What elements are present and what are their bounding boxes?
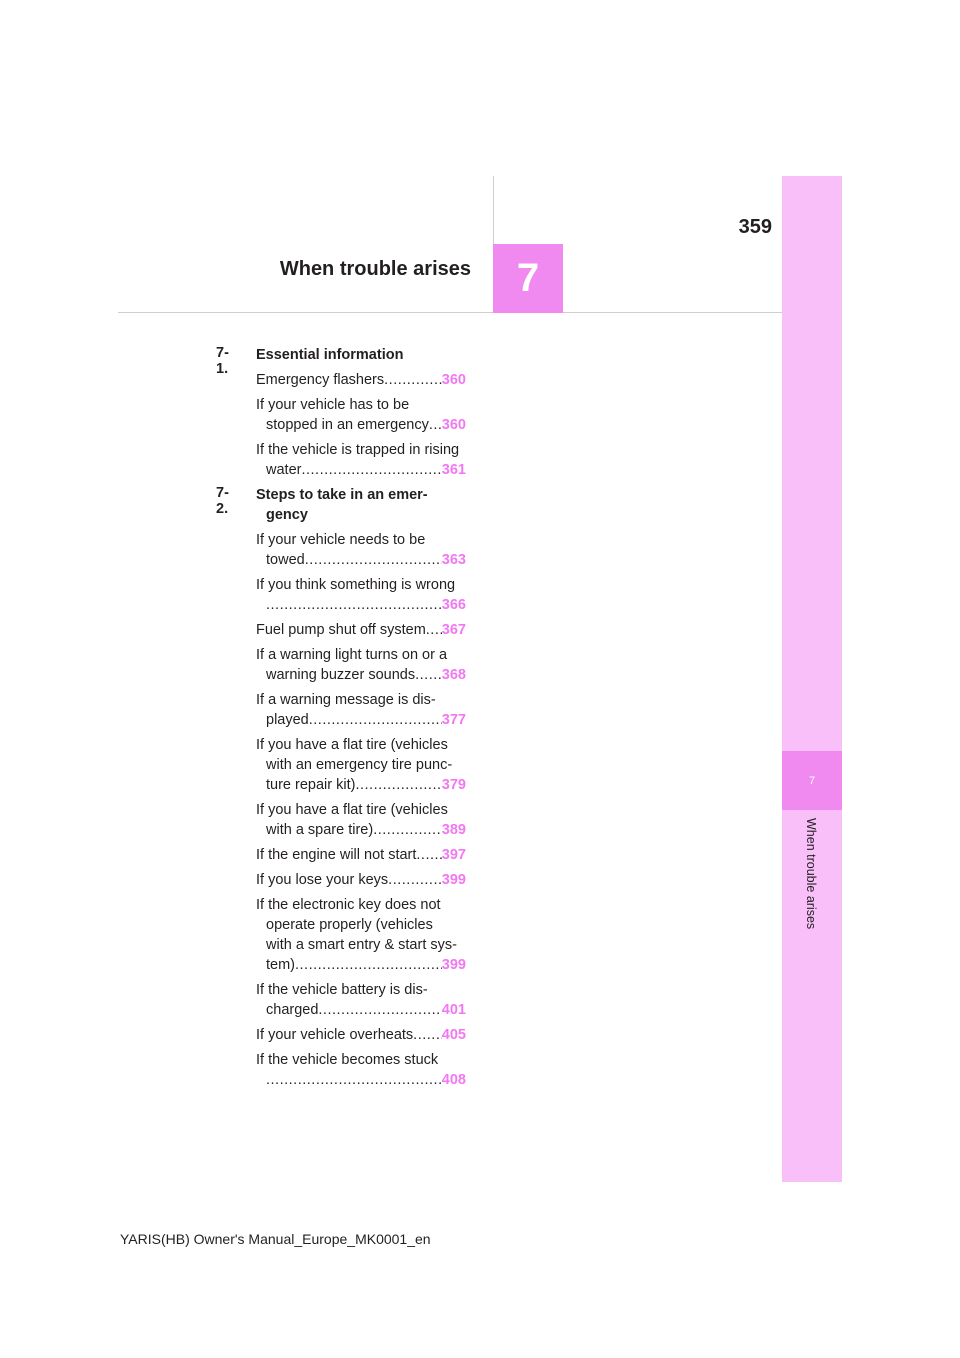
toc-entry[interactable] (256, 370, 466, 390)
toc-entry[interactable] (256, 620, 466, 640)
page-link[interactable]: 360 (441, 372, 466, 388)
toc-entry-text: If the vehicle is trapped in rising (256, 442, 460, 458)
toc-entry[interactable] (256, 980, 466, 1020)
toc-entry-text: If the engine will not start (256, 847, 417, 863)
dot-leader (355, 775, 441, 795)
toc-entry-text: If your vehicle needs to be (256, 532, 426, 548)
dot-leader (415, 665, 442, 685)
toc-entry-text: If you lose your keys (256, 872, 389, 888)
toc-entry-text: If a warning light turns on or a (256, 647, 448, 663)
page-link[interactable]: 379 (441, 777, 466, 793)
page-number: 359 (738, 216, 772, 238)
dot-leader (309, 710, 442, 730)
toc-entry[interactable] (256, 690, 466, 730)
toc-entry-text: water (266, 462, 302, 478)
toc-entry[interactable] (256, 870, 466, 890)
page-link[interactable]: 401 (441, 1002, 466, 1018)
dot-leader (429, 415, 442, 435)
toc-entry-text: tem) (266, 957, 295, 973)
section-title: Essential information (256, 347, 404, 363)
page-link[interactable]: 366 (441, 597, 466, 613)
dot-leader (373, 820, 442, 840)
dot-leader (266, 595, 442, 615)
page-link[interactable]: 363 (441, 552, 466, 568)
toc-entry-text: If your vehicle overheats (256, 1027, 414, 1043)
toc-entry[interactable] (256, 395, 466, 435)
dot-leader (388, 870, 442, 890)
toc-entry[interactable] (256, 1050, 466, 1090)
toc-entry-text: towed (266, 552, 305, 568)
side-tab-label[interactable]: When trouble arises (804, 818, 818, 930)
page-link[interactable]: 397 (441, 847, 466, 863)
toc-entry[interactable] (256, 1025, 466, 1045)
dot-leader (301, 460, 441, 480)
dot-leader (318, 1000, 441, 1020)
toc-entry[interactable] (256, 645, 466, 685)
toc-entry-text: If your vehicle has to be (256, 397, 410, 413)
dot-leader (384, 370, 442, 390)
side-tab-chapter-number[interactable]: 7 (782, 751, 842, 810)
section-title: Steps to take in an emer- gency (256, 487, 428, 523)
toc-entry-text: If the vehicle battery is dis- (256, 982, 428, 998)
dot-leader (266, 1070, 442, 1090)
toc-entry[interactable] (256, 735, 466, 795)
toc-entry-text: with a spare tire) (266, 822, 374, 838)
toc-entry[interactable] (256, 895, 466, 975)
page-link[interactable]: 361 (441, 462, 466, 478)
page-link[interactable]: 399 (441, 872, 466, 888)
section-number: 7-1. (216, 345, 229, 377)
toc-entry[interactable] (256, 530, 466, 570)
page-link[interactable]: 405 (441, 1027, 466, 1043)
toc-entry-text: with an emergency tire punc- (266, 757, 453, 773)
toc-entry-text: played (266, 712, 309, 728)
page-link[interactable]: 368 (441, 667, 466, 683)
dot-leader (413, 1025, 442, 1045)
section-number: 7-2. (216, 485, 229, 517)
header-divider-vertical (493, 176, 494, 244)
toc-entry[interactable] (256, 575, 466, 615)
page-link[interactable]: 377 (441, 712, 466, 728)
toc-entry-text: If you have a flat tire (vehicles (256, 737, 448, 753)
page-link[interactable]: 360 (441, 417, 466, 433)
toc-entry-text: Emergency flashers (256, 372, 385, 388)
toc-entry-text: If the vehicle becomes stuck (256, 1052, 439, 1068)
toc-entry-text: warning buzzer sounds (266, 667, 416, 683)
toc-entry-text: If you think something is wrong (256, 577, 456, 593)
dot-leader (295, 955, 442, 975)
dot-leader (305, 550, 442, 570)
toc-entry[interactable] (256, 845, 466, 865)
toc-entry-text: Fuel pump shut off system (256, 622, 426, 638)
toc-entry-text: stopped in an emergency (266, 417, 429, 433)
page-link[interactable]: 399 (441, 957, 466, 973)
toc-entry-text: If the electronic key does not (256, 897, 441, 913)
page-link[interactable]: 367 (441, 622, 466, 638)
toc-entry-text: with a smart entry & start sys- (266, 937, 457, 953)
toc-entry[interactable] (256, 440, 466, 480)
toc-entry-text: charged (266, 1002, 319, 1018)
footer-manual-id: YARIS(HB) Owner's Manual_Europe_MK0001_en (120, 1231, 431, 1247)
chapter-title: When trouble arises (279, 258, 471, 280)
header-divider-horizontal (118, 312, 782, 313)
chapter-number-box: 7 (493, 244, 563, 313)
toc-entry-text: ture repair kit) (266, 777, 356, 793)
dot-leader (416, 845, 441, 865)
toc-entry-text: If you have a flat tire (vehicles (256, 802, 448, 818)
toc-entry-text: operate properly (vehicles (266, 917, 433, 933)
page-link[interactable]: 389 (441, 822, 466, 838)
page-link[interactable]: 408 (441, 1072, 466, 1088)
side-tab-strip (782, 176, 842, 1182)
dot-leader (426, 620, 442, 640)
toc-entry-text: If a warning message is dis- (256, 692, 436, 708)
toc-entry[interactable] (256, 800, 466, 840)
